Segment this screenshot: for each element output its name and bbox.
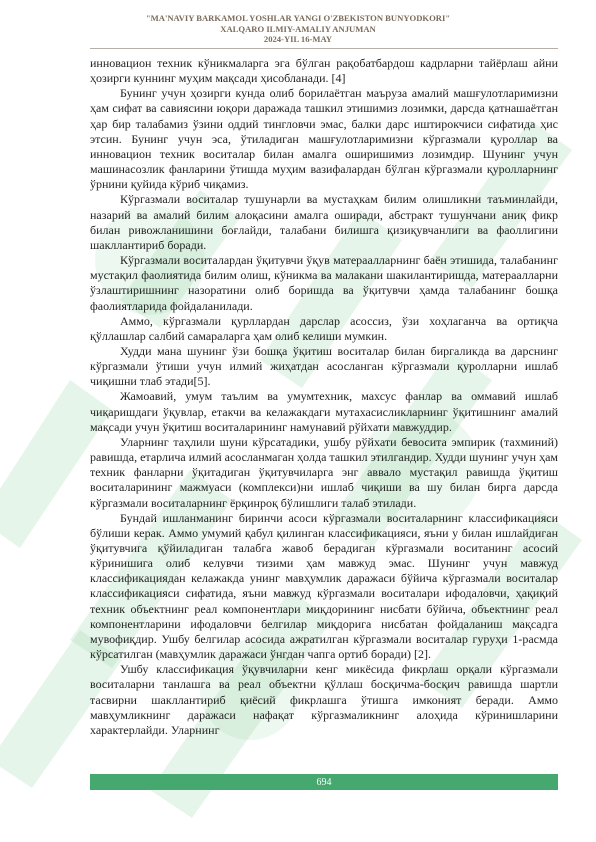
conference-date: 2024-YIL 16-MAY	[263, 34, 333, 45]
page-number: 694	[316, 776, 332, 788]
paragraph: Уларнинг таҳлили шуни кўрсатадики, ушбу рўйхати бевосита эмпирик (тахминий) равишда, етарлича илмий асосланмаган ҳолда ташкил этилгандир. Худди шунинг учун ҳам техник фанларни ўқитадиган ўқитувчиларга энг аввало мустақил равишда ўқитиш воситаларининг мажмуаси (комплекси)ни ишлаб чиқиши ва шу билан бирга дарсда кўргазмали воситаларнинг ёрқинроқ бўлишлиги талаб этилади.	[90, 434, 558, 510]
conference-title: "MA'NAVIY BARKAMOL YOSHLAR YANGI O'ZBEKISTON BUNYODKORI"	[145, 13, 451, 23]
conference-header	[0, 13, 596, 45]
paragraph: Худди мана шунинг ўзи бошқа ўқитиш воситалар билан биргаликда ва дарснинг кўргазмали ўтиши учун илмий жиҳатдан асосланган кўргазмали қуролларни ишлаб чиқишни тлаб этади[5].	[90, 343, 558, 389]
paragraph: Кўргазмали воситалардан ўқитувчи ўқув матераалларнинг баён этишида, талабанинг мустақил фаолиятида билим олиш, кўникма ва малакани шакилантиришда, матераалларни ўзлаштиришнинг назоратини олиб боришда ва ўқитувчи ҳамда талабанинг бошқа фаолиятларида фойдаланилади.	[90, 253, 558, 313]
paragraph: Жамоавий, умум таълим ва умумтехник, махсус фанлар ва оммавий ишлаб чиқаришдаги ўқувлар, етакчи ва келажакдаги мутахасисликларнинг ўқитишнинг амалий мақсади учун ўқитиш воситаларининг намунавий рўйхати мавжуддир.	[90, 389, 558, 434]
paragraph: Кўргазмали воситалар тушунарли ва мустаҳкам билим олишликни таъминлайди, назарий ва амалий билим алоқасини амалга оширади, абстракт тушунчани аниқ фикр билан ривожланишини боғлайди, талабани билишга қизиқувчанлиги ва фаоллигини шакллантириб боради.	[90, 192, 558, 252]
header-divider	[90, 48, 558, 49]
paragraph: Ушбу классификация ўқувчиларни кенг микёсида фикрлаш орқали кўргазмали воситаларни танлашга ва реал объектни қўллаш босқичма-босқич равишда шартли тасвирни шакллантириб қиёсий фикрлашга ўтишга имконият беради. Аммо мавҳумликнинг даражаси нафақат кўргазмаликнинг алоҳида кўринишларини характерлайди. Уларнинг	[90, 662, 558, 737]
paragraph: Бундай ишланманинг биринчи асоси кўргазмали воситаларнинг классификацияси бўлиши керак. Аммо умумий қабул қилинган классификацияси, яъни у билан ишлайдиган ўқитувчига қўйиладиган талабга жавоб берадиган кўргазмали воситанинг асосий кўринишига олиб келувчи тизими ҳам мавжуд эмас. Шунинг учун мавжуд классификациядан келажакда унинг мавҳумлик даражаси бўйича кўргазмали воситалар классификацияси сифатида, яъни мавжуд кўргазмали воситалари ифодаловчи, ҳақиқий техник объектнинг реал компонентлари миқдорининг нисбати бўйича, объектнинг реал компонентларини ифодаловчи белгилар миқдорига нисбатан фойдаланиш мақсадга мувофиқдир. Ушбу белгилар асосида ажратилган кўргазмали воситалар гуруҳи 1-расмда кўрсатилган (мавҳумлик даражаси ўнгдан чапга ортиб боради) [2].	[90, 510, 558, 662]
conference-subtitle: XALQARO ILMIY-AMALIY ANJUMAN	[220, 23, 376, 34]
paragraph: Бунинг учун ҳозирги кунда олиб борилаётган маъруза амалий машғулотларимизни ҳам сифат ва савиясини юқори даражада ташкил этишимиз лозимки, дарсда қатнашаётган ҳар бир талабамиз ўзини оддий тингловчи эмас, балки дарс иштирокчиси сифатида ҳис этсин. Бунинг учун эса, ўтиладиган машғулотларимизни кўргазмали қуроллар ва инновацион техник воситалар билан амалга оширишимиз лозимдир. Шунинг учун машинасозлик фанларини ўтишда муҳим вазифалардан бўлган кўргазмали қуролларнинг ўрнини қуйида кўриб чиқамиз.	[90, 86, 558, 192]
article-body	[90, 56, 558, 738]
page-footer-bar	[90, 774, 558, 790]
paragraph: Аммо, кўргазмали қурллардан дарслар асоссиз, ўзи хоҳлаганча ва ортиқча қўллашлар салбий самараларга ҳам олиб келиши мумкин.	[90, 313, 558, 343]
paragraph-continuation: инновацион техник кўникмаларга эга бўлган рақобатбардош кадрларни тайёрлаш айни ҳозирги куннинг муҳим мақсади ҳисобланади. [4]	[90, 56, 558, 86]
